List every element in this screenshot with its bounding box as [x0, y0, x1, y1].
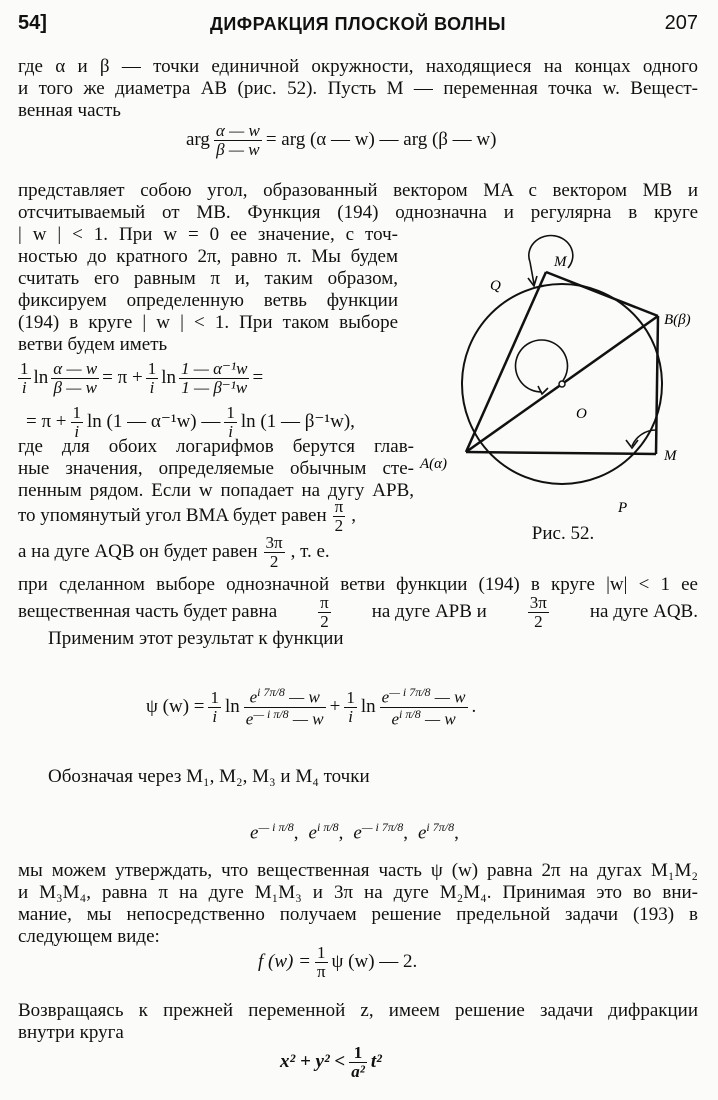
exponent: — i π/8 [253, 706, 289, 721]
frac-pi-over-2 [333, 498, 346, 535]
frac-den [244, 708, 326, 729]
text-line: мы можем утверждать, что вещественная часть ψ (w) равна 2π на дугах M₁M₂ [18, 860, 698, 881]
eq-arg-den: β — w [216, 139, 260, 159]
text-line: следующем виде: [18, 926, 160, 947]
frac-num: 1 [315, 944, 328, 963]
frac-num: 1 [210, 687, 219, 707]
chapter-title: ДИФРАКЦИЯ ПЛОСКОЙ ВОЛНЫ [210, 14, 506, 34]
tail: — w [292, 709, 324, 729]
plus: + [329, 696, 341, 717]
f-rhs: ψ (w) — 2. [331, 951, 418, 972]
tail: — w [424, 709, 456, 729]
frac-one-over-i [344, 689, 357, 726]
tail: — w [289, 687, 320, 707]
text-line: и того же диаметра AB (рис. 52). Пусть M — переменная точка w. Вещест- [18, 78, 698, 99]
eq-part: = π + [26, 411, 67, 432]
frac-one-over-i [18, 360, 31, 397]
frac-num: π [334, 496, 344, 516]
eq-arg-fraction [214, 122, 262, 159]
arrowhead-center [538, 386, 548, 394]
equation-disk [280, 1040, 382, 1084]
text-line: где α и β — точки единичной окружности, находящиеся на концах одного [18, 56, 698, 77]
ln-text: ln [224, 696, 240, 717]
frac-den: i [212, 706, 218, 726]
eq-arg-rhs: = arg (α — w) — arg (β — w) [265, 129, 497, 150]
frac-num: 1 [346, 687, 355, 707]
text-line-with-fraction [18, 530, 330, 574]
frac-pi-over-2 [318, 594, 331, 631]
disk-rhs: t² [370, 1051, 382, 1072]
ln-text: ln [33, 367, 49, 388]
frac-den: β — w [53, 377, 97, 397]
text-line: при сделанном выборе однозначной ветви функции (194) в круге |w| < 1 ее [18, 574, 698, 595]
book-page [18, 0, 698, 1100]
frac-den: i [21, 377, 27, 397]
exponent: — i π/8 [258, 819, 294, 834]
text-line: считать его равным π и, таким образом, [18, 268, 398, 289]
tail: — w [434, 687, 466, 707]
text-line: где для обоих логарифмов берутся глав- [18, 436, 414, 457]
equation-f [258, 940, 417, 984]
equation-points [250, 804, 459, 844]
fig-label-m-top: M [554, 254, 567, 270]
text-fragment: а на дуге AQB он будет равен [18, 541, 258, 562]
f-lhs: f (w) = [258, 951, 311, 972]
text-fragment: на дуге APB и [371, 601, 487, 622]
e-base: e [353, 822, 362, 843]
sep: , [454, 822, 459, 843]
fig-label-a: A(α) [420, 456, 448, 472]
frac-num: α — w [53, 358, 98, 378]
eq-equals: = [252, 367, 264, 388]
text-line: Возвращаясь к прежней переменной z, имеем решение задачи дифракции [18, 1000, 698, 1021]
frac-num: 1 [226, 402, 235, 422]
frac-den: 2 [534, 611, 543, 631]
text-line: внутри круга [18, 1022, 124, 1043]
fig-label-b: B(β) [664, 312, 691, 328]
frac-3pi-over-2 [528, 594, 549, 631]
e-base: e [250, 822, 259, 843]
frac-num: 1 [147, 358, 157, 378]
period: . [471, 696, 477, 717]
equation-psi [146, 662, 476, 752]
frac-one-over-i [146, 360, 159, 397]
frac-num: 1 — α⁻¹w [180, 358, 248, 378]
e-base: e [249, 687, 258, 707]
sep: , [293, 822, 299, 843]
arrowhead-right [626, 440, 638, 448]
eq-arg-num: α — w [215, 120, 260, 140]
fig-label-p: P [618, 500, 628, 516]
ln-text: ln [360, 696, 376, 717]
text-line: Применим этот результат к функции [48, 628, 344, 649]
frac-den: i [348, 706, 353, 726]
equation-log-1 [18, 356, 263, 400]
text-fragment: , т. е. [290, 541, 330, 562]
eq-mid: = π + [102, 367, 143, 388]
text-line: пенным рядом. Если w попадает на дугу APB, [18, 480, 414, 501]
exponent: i 7π/8 [257, 684, 285, 699]
e-base: e [381, 687, 390, 707]
frac-one-over-pi [315, 944, 328, 981]
exponent: i π/8 [399, 706, 421, 721]
e-base: e [308, 822, 317, 843]
segment-bm [656, 316, 658, 454]
eq-arg-lhs: arg [186, 129, 210, 150]
point-m3 [353, 821, 408, 844]
frac-num: 1 [72, 402, 82, 422]
section-number: 54] [18, 12, 47, 34]
e-base: e [391, 709, 400, 729]
text-line: отсчитываемый от MB. Функция (194) однозначна и регулярна в круге [18, 202, 698, 223]
frac-num: 1 [349, 1044, 367, 1063]
frac-den: i [149, 377, 155, 397]
frac-inverse [179, 360, 249, 397]
frac-one-over-i [208, 689, 221, 726]
text-line: ные значения, определяемые обычным сте- [18, 458, 414, 479]
frac-one-over-i [224, 404, 237, 441]
psi-lhs: ψ (w) = [146, 696, 205, 717]
running-header [18, 12, 698, 38]
frac-den [380, 708, 468, 729]
frac-num: 3π [265, 532, 283, 552]
text-line: мание, мы непосредственно получаем решение предельной задачи (193) в [18, 904, 698, 925]
exponent: i 7π/8 [426, 819, 455, 834]
fig-label-q: Q [490, 278, 501, 294]
frac-den: a² [351, 1061, 365, 1081]
frac-alpha-beta [51, 360, 99, 397]
text-line: Обозначая через M₁, M₂, M₃ и M₄ точки [48, 766, 370, 787]
text-fragment: то упомянутый угол BMA будет равен [18, 505, 327, 526]
frac-3pi-over-2 [264, 534, 285, 571]
eq-part: ln (1 — α⁻¹w) — [87, 411, 221, 432]
point-m4 [418, 821, 459, 844]
frac-num [244, 686, 326, 708]
frac-one-over-a2 [349, 1044, 367, 1081]
frac-den: 2 [320, 611, 329, 631]
e-base: e [245, 709, 254, 729]
page-number: 207 [664, 12, 698, 34]
frac-psi-1 [244, 686, 326, 728]
text-line: | w | < 1. При w = 0 ее значение, с точ- [18, 224, 398, 245]
sep: , [338, 822, 344, 843]
text-line: ветви будем иметь [18, 334, 168, 355]
sep: , [403, 822, 408, 843]
point-m2 [309, 821, 344, 844]
frac-num: π [320, 592, 329, 612]
text-line: ностью до кратного 2π, равно π. Мы будем [18, 246, 398, 267]
equation-arg [186, 118, 496, 162]
text-line: фиксируем определенную ветвь функции [18, 290, 398, 311]
segment-mb [546, 272, 658, 316]
frac-den: i [228, 421, 233, 441]
frac-num [380, 686, 468, 708]
figure-caption: Рис. 52. [531, 523, 595, 544]
text-fragment: , [351, 505, 356, 526]
text-line: (194) в круге | w | < 1. При таком выборе [18, 312, 398, 333]
frac-num: 1 [20, 358, 29, 378]
center-point [559, 381, 565, 387]
text-line: и M₃M₄, равна π на дуге M₁M₃ и 3π на дуге M₂M₄. Принимая это во вни- [18, 882, 698, 903]
figure-52-diagram [418, 232, 698, 532]
fig-label-o: O [576, 406, 587, 422]
text-line: венная часть [18, 100, 121, 121]
exponent: — i 7π/8 [361, 819, 404, 834]
frac-den: 1 — β⁻¹w [181, 377, 248, 397]
text-fragment: на дуге AQB. [589, 601, 698, 622]
frac-den: π [316, 961, 326, 981]
text-fragment: вещественная часть будет равна [18, 601, 278, 622]
eq-part: ln (1 — β⁻¹w), [240, 411, 355, 432]
ln-text: ln [161, 367, 176, 388]
e-base: e [417, 822, 427, 843]
frac-psi-2 [380, 686, 468, 728]
frac-den: 2 [334, 515, 344, 535]
text-line: представляет собою угол, образованный вектором MA с вектором MB и [18, 180, 698, 201]
segment-am [466, 452, 656, 454]
disk-lhs: x² + y² < [280, 1051, 346, 1072]
frac-num: 3π [529, 592, 547, 612]
point-m1 [250, 821, 299, 844]
frac-den: i [74, 421, 80, 441]
frac-den: 2 [269, 551, 279, 571]
frac-one-over-i [71, 404, 84, 441]
exponent: — i 7π/8 [389, 684, 431, 699]
exponent: i π/8 [316, 819, 339, 834]
fig-label-m-right: M [664, 448, 677, 464]
